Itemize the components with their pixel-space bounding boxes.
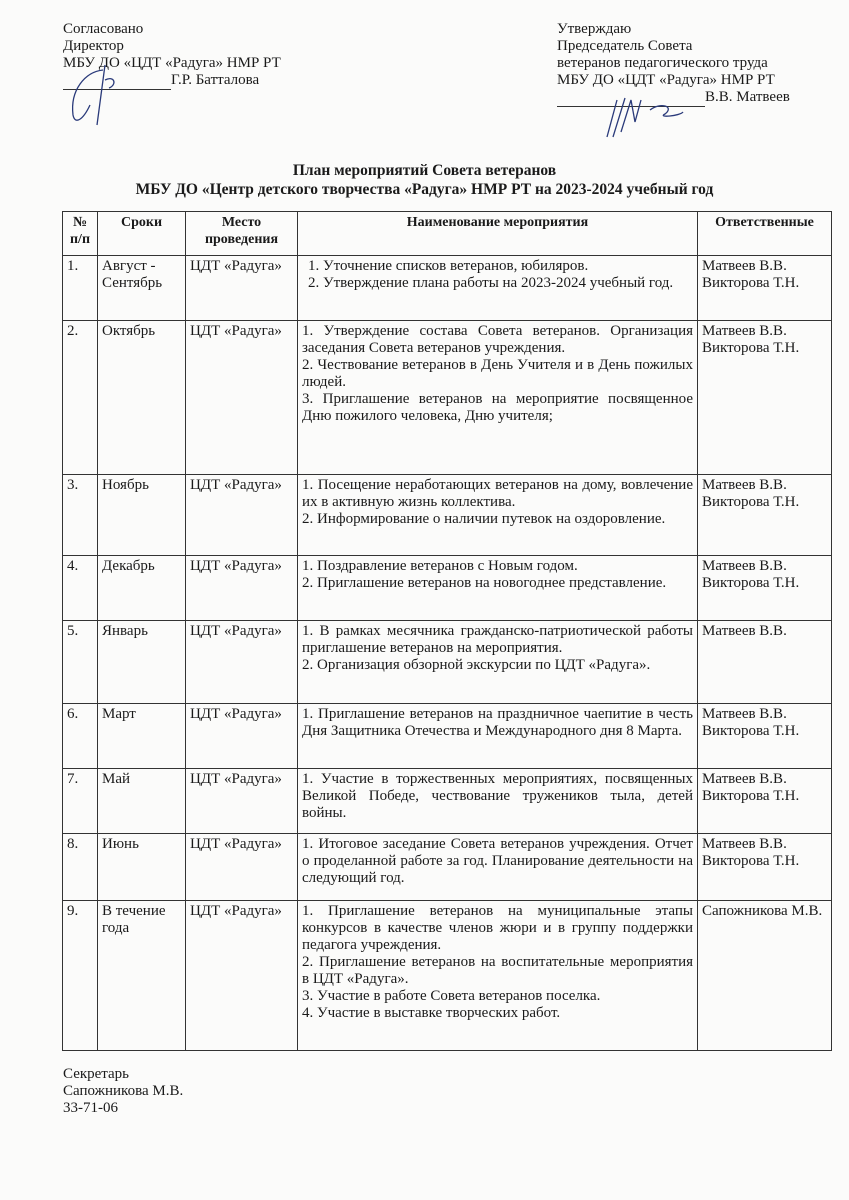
row-responsible: Матвеев В.В. Викторова Т.Н. [698,556,832,621]
col-event: Наименование мероприятия [298,212,698,256]
table-row [63,834,832,901]
row-term: Май [98,769,186,834]
secretary-label: Секретарь [63,1066,130,1082]
event-item: 2. Приглашение ветеранов на воспитательные мероприятия в ЦДТ «Радуга». [302,954,693,987]
row-term: Ноябрь [98,475,186,556]
row-place: ЦДТ «Радуга» [186,256,298,321]
table-row [63,321,832,475]
row-number: 4. [63,556,98,621]
event-item: 1. Поздравление ветеранов с Новым годом. [302,558,578,574]
col-term: Сроки [98,212,186,256]
agreed-position: Директор [63,38,124,54]
row-events [298,704,698,769]
row-place: ЦДТ «Радуга» [186,621,298,704]
col-place: Место проведения [186,212,298,256]
row-place: ЦДТ «Радуга» [186,556,298,621]
row-term: В течение года [98,901,186,1051]
footer-block [63,1066,183,1117]
event-item: 3. Приглашение ветеранов на мероприятие посвященное Дню пожилого человека, Дню учителя; [302,391,693,424]
table-row [63,256,832,321]
row-events [298,901,698,1051]
agreed-org: МБУ ДО «ЦДТ «Радуга» НМР РТ [63,55,281,71]
table-row [63,769,832,834]
approved-position: Председатель Совета [557,38,693,54]
event-item: 1. В рамках месячника гражданско-патриотической работы приглашение ветеранов на мероприятия. [302,623,693,656]
row-number: 3. [63,475,98,556]
row-place: ЦДТ «Радуга» [186,475,298,556]
table-row [63,475,832,556]
row-responsible: Матвеев В.В. Викторова Т.Н. [698,321,832,475]
signature-left-icon [65,60,125,130]
table-row [63,704,832,769]
event-item: 1. Приглашение ветеранов на праздничное чаепитие в честь Дня Защитника Отечества и Международного дня 8 Марта. [302,706,693,739]
row-events [298,834,698,901]
event-item: 1. Уточнение списков ветеранов, юбиляров. [308,258,589,274]
secretary-name: Сапожникова М.В. [63,1083,184,1099]
event-item: 2. Чествование ветеранов в День Учителя и в День пожилых людей. [302,357,693,390]
row-term: Август - Сентябрь [98,256,186,321]
signature-right-icon [595,92,685,142]
events-table [62,211,832,1051]
event-item: 1. Посещение неработающих ветеранов на дому, вовлечение их в активную жизнь коллектива. [302,477,693,510]
col-num: № п/п [63,212,98,256]
event-item: 2. Приглашение ветеранов на новогоднее представление. [302,575,667,591]
event-item: 1. Приглашение ветеранов на муниципальные этапы конкурсов в качестве членов жюри и в группу поддержки педагога учреждения. [302,903,693,953]
agreed-label: Согласовано [63,21,144,37]
row-responsible: Сапожникова М.В. [698,901,832,1051]
row-term: Март [98,704,186,769]
row-term: Октябрь [98,321,186,475]
title-line-2: МБУ ДО «Центр детского творчества «Радуга» НМР РТ на 2023-2024 учебный год [135,181,714,198]
row-number: 8. [63,834,98,901]
row-number: 5. [63,621,98,704]
row-events [298,256,698,321]
row-events [298,475,698,556]
event-item: 2. Информирование о наличии путевок на оздоровление. [302,511,666,527]
row-place: ЦДТ «Радуга» [186,901,298,1051]
col-responsible: Ответственные [698,212,832,256]
page-title [0,161,849,199]
row-events [298,621,698,704]
row-number: 2. [63,321,98,475]
event-item: 1. Итоговое заседание Совета ветеранов учреждения. Отчет о проделанной работе за год. Планирование деятельности на следующий год. [302,836,693,886]
row-place: ЦДТ «Радуга» [186,834,298,901]
row-place: ЦДТ «Радуга» [186,704,298,769]
secretary-phone: 33-71-06 [63,1100,118,1116]
table-header [63,212,832,256]
table-row [63,556,832,621]
row-events [298,769,698,834]
approved-org: МБУ ДО «ЦДТ «Радуга» НМР РТ [557,72,775,88]
row-term: Июнь [98,834,186,901]
row-responsible: Матвеев В.В. Викторова Т.Н. [698,256,832,321]
title-line-1: План мероприятий Совета ветеранов [292,162,557,179]
row-number: 1. [63,256,98,321]
approved-label: Утверждаю [557,21,632,37]
agreed-signer: Г.Р. Батталова [171,72,260,88]
row-term: Декабрь [98,556,186,621]
row-responsible: Матвеев В.В. [698,621,832,704]
table-row [63,901,832,1051]
row-number: 6. [63,704,98,769]
event-item: 1. Участие в торжественных мероприятиях, посвященных Великой Победе, чествование тружеников тыла, детей войны. [302,771,693,821]
event-item: 2. Утверждение плана работы на 2023-2024 учебный год. [308,275,674,291]
table-row [63,621,832,704]
row-place: ЦДТ «Радуга» [186,321,298,475]
event-item: 4. Участие в выставке творческих работ. [302,1005,561,1021]
row-place: ЦДТ «Радуга» [186,769,298,834]
row-responsible: Матвеев В.В. Викторова Т.Н. [698,834,832,901]
event-item: 2. Организация обзорной экскурсии по ЦДТ «Радуга». [302,657,651,673]
event-item: 1. Утверждение состава Совета ветеранов. Организация заседания Совета ветеранов учреждения. [302,323,693,356]
row-responsible: Матвеев В.В. Викторова Т.Н. [698,704,832,769]
row-responsible: Матвеев В.В. Викторова Т.Н. [698,769,832,834]
approved-position-2: ветеранов педагогического труда [557,55,768,71]
row-events [298,321,698,475]
row-events [298,556,698,621]
approved-signer: В.В. Матвеев [705,89,790,105]
row-responsible: Матвеев В.В. Викторова Т.Н. [698,475,832,556]
row-term: Январь [98,621,186,704]
row-number: 7. [63,769,98,834]
row-number: 9. [63,901,98,1051]
event-item: 3. Участие в работе Совета ветеранов поселка. [302,988,601,1004]
